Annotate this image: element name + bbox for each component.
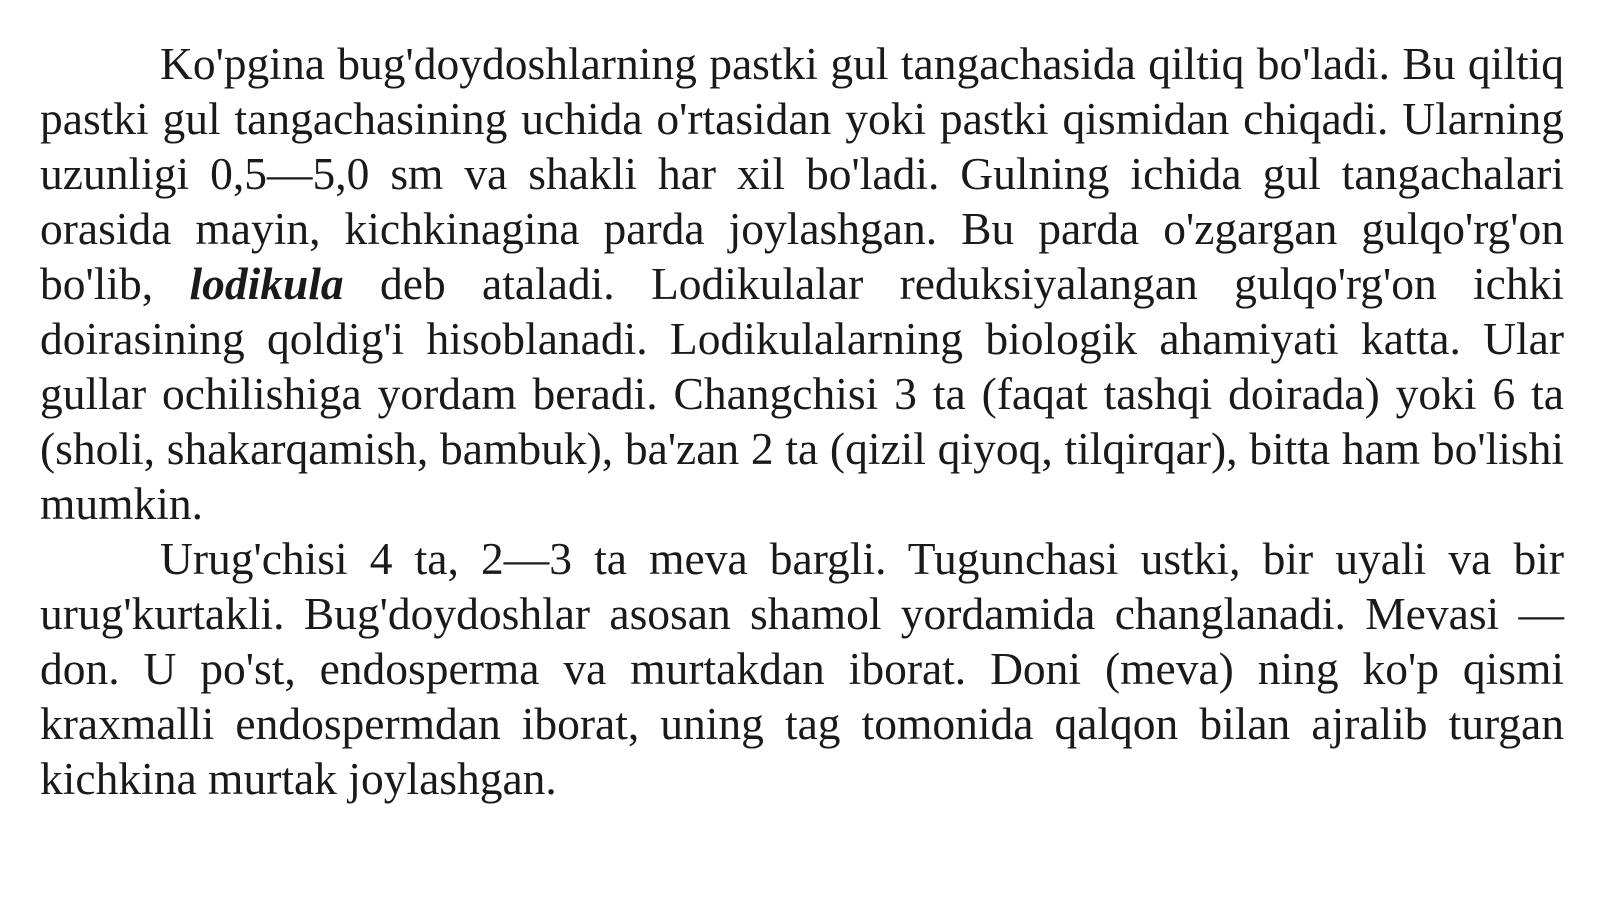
paragraph-1-text-end: deb ataladi. Lodikulalar reduksiyalangan gulqo'rg'on ichki doirasining qoldig'i hisoblanadi. Lodikulalarning biologik ahamiyati katta. Ular gullar ochilishiga yordam beradi. Changchisi 3 ta (faqat tashqi doirada) yoki 6 ta (sholi, shakarqamish, bambuk), ba'zan 2 ta (qizil qiyoq, tilqirqar), bitta ham bo'lishi mumkin. — [40, 258, 1564, 529]
document-page — [40, 36, 1564, 806]
paragraph-2 — [40, 531, 1564, 806]
paragraph-2-text: Urug'chisi 4 ta, 2—3 ta meva bargli. Tugunchasi ustki, bir uyali va bir urug'kurtakli. Bug'doydoshlar asosan shamol yordamida changlanadi. Mevasi — don. U po'st, endosperma va murtakdan iborat. Doni (meva) ning ko'p qismi kraxmalli endospermdan iborat, uning tag tomonida qalqon bilan ajralib turgan kichkina murtak joylashgan. — [40, 533, 1564, 804]
term-lodikula: lodikula — [189, 258, 344, 309]
paragraph-1 — [40, 36, 1564, 531]
paragraph-1-text-start: Ko'pgina bug'doydoshlarning pastki gul tangachasida qiltiq bo'ladi. Bu qiltiq pastki gul tangachasining uchida o'rtasidan yoki pastki qismidan chiqadi. Ularning uzunligi 0,5—5,0 sm va shakli har xil bo'ladi. Gulning ichida gul tangachalari orasida mayin, kichkinagina parda joylashgan. Bu parda o'zgargan gulqo'rg'on bo'lib, — [40, 38, 1564, 309]
